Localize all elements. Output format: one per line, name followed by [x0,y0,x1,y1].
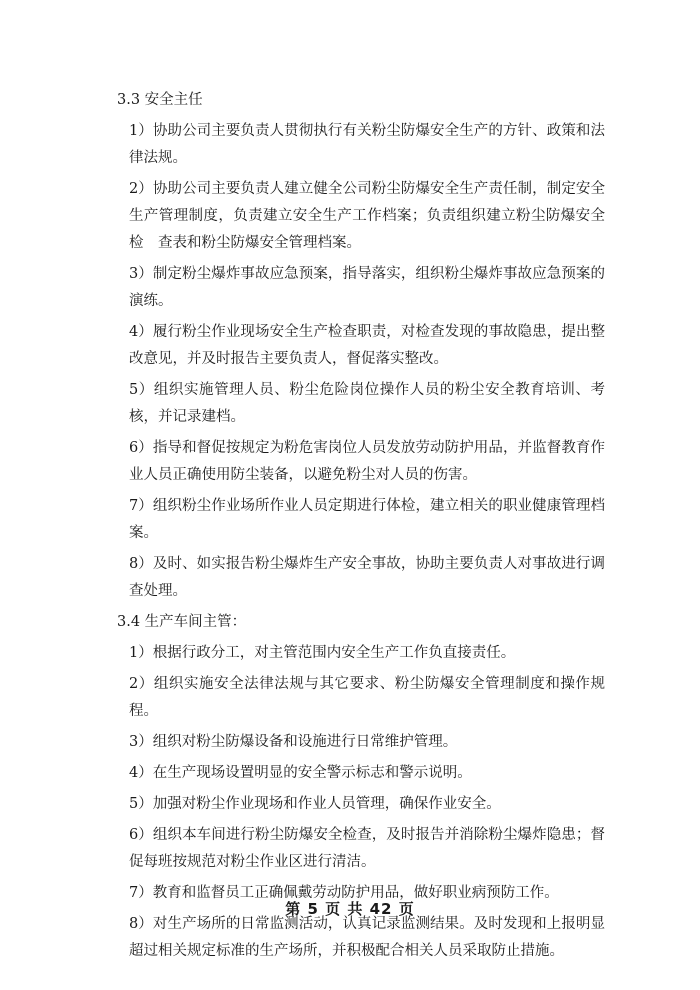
list-item: 4）履行粉尘作业现场安全生产检查职责，对检查发现的事故隐患，提出整改意见，并及时报告主要负责人，督促落实整改。 [129,324,605,367]
page-number-footer: 第 5 页 共 42 页 [285,900,415,918]
list-item: 7）组织粉尘作业场所作业人员定期进行体检，建立相关的职业健康管理档案。 [129,498,605,541]
list-item: 3）制定粉尘爆炸事故应急预案，指导落实，组织粉尘爆炸事故应急预案的演练。 [129,266,605,309]
list-item: 8）及时、如实报告粉尘爆炸生产安全事故，协助主要负责人对事故进行调查处理。 [129,556,605,599]
list-item: 5）组织实施管理人员、粉尘危险岗位操作人员的粉尘安全教育培训、考核，并记录建档。 [129,382,605,425]
document-body [117,87,605,969]
list-item: 3）组织对粉尘防爆设备和设施进行日常维护管理。 [129,734,458,750]
list-item: 2）协助公司主要负责人建立健全公司粉尘防爆安全生产责任制，制定安全生产管理制度，负责建立安全生产工作档案；负责组织建立粉尘防爆安全检 查表和粉尘防爆安全管理档案。 [129,181,605,251]
section-heading: 3.3 安全主任 [117,92,203,108]
list-item: 8）对生产场所的日常监测活动，认真记录监测结果。及时发现和上报明显超过相关规定标准的生产场所，并积极配合相关人员采取防止措施。 [129,916,605,959]
list-item: 1）协助公司主要负责人贯彻执行有关粉尘防爆安全生产的方针、政策和法律法规。 [129,123,605,166]
section-heading: 3.4 生产车间主管： [117,614,247,630]
list-item: 6）指导和督促按规定为粉危害岗位人员发放劳动防护用品，并监督教育作业人员正确使用防尘装备，以避免粉尘对人员的伤害。 [129,440,605,483]
list-item: 5）加强对粉尘作业现场和作业人员管理，确保作业安全。 [129,796,501,812]
list-item: 2）组织实施安全法律法规与其它要求、粉尘防爆安全管理制度和操作规程。 [129,676,605,719]
section-safety-officer [117,87,605,605]
list-item: 1）根据行政分工，对主管范围内安全生产工作负直接责任。 [129,645,516,661]
list-item: 7）教育和监督员工正确佩戴劳动防护用品，做好职业病预防工作。 [129,885,559,901]
list-item: 4）在生产现场设置明显的安全警示标志和警示说明。 [129,765,472,781]
list-item: 6）组织本车间进行粉尘防爆安全检查，及时报告并消除粉尘爆炸隐患；督促每班按规范对粉尘作业区进行清洁。 [129,827,605,870]
